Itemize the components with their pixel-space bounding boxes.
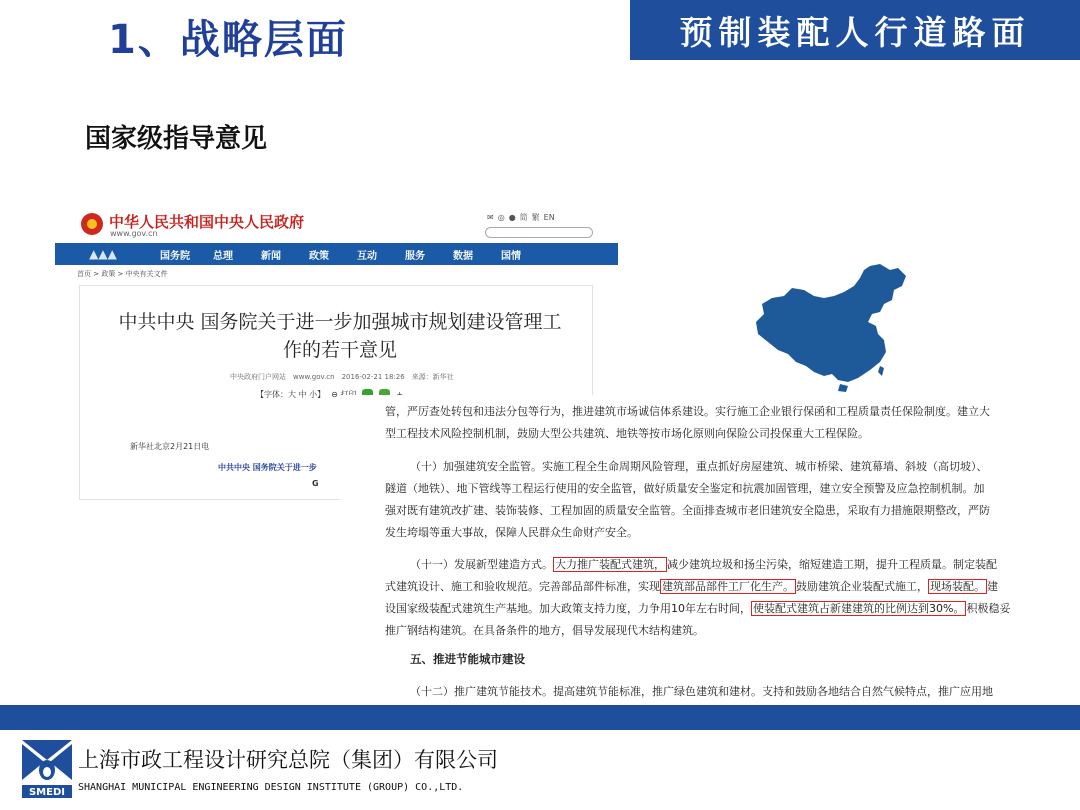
band-title: 预制装配人行道路面: [679, 12, 1031, 52]
china-map-icon: [752, 262, 912, 394]
gov-header: [55, 205, 618, 243]
highlight-box: 使装配式建筑占新建建筑的比例达到30%。: [753, 602, 965, 615]
slide-title: 1、战略层面: [108, 17, 348, 63]
company-name-en: SHANGHAI MUNICIPAL ENGINEERING DESIGN INSTITUTE (GROUP) CO.,LTD.: [78, 782, 464, 793]
tool-english[interactable]: EN: [543, 213, 555, 222]
excerpt-text: （十一）发展新型建造方式。: [410, 558, 553, 571]
national-emblem-icon: [81, 213, 103, 235]
excerpt-line: 隧道（地铁）、地下管线等工程运行使用的安全监管，做好质量安全鉴定和抗震加固管理，建立安全预警及应急控制机制。加: [385, 482, 985, 495]
excerpt-line: （十二）推广建筑节能技术。提高建筑节能标准，推广绿色建筑和建材。支持和鼓励各地结合自然气候特点，推广应用地: [410, 685, 993, 698]
smedi-logo-icon: [22, 740, 72, 798]
excerpt-line: 推广钢结构建筑。在具备条件的地方，倡导发展现代木结构建筑。: [385, 624, 704, 637]
document-title-line2: 作的若干意见: [282, 339, 397, 361]
excerpt-text: 积极稳妥: [966, 602, 1011, 615]
section-heading: 五、推进节能城市建设: [410, 652, 525, 666]
excerpt-line: [410, 556, 997, 572]
excerpt-text: 式建筑设计、施工和验收规范。完善部品部件标准，实现: [385, 580, 660, 593]
gov-toolbar: [487, 212, 555, 223]
print-button[interactable]: ⊖: [331, 389, 356, 400]
excerpt-line: [385, 578, 998, 594]
tool-traditional[interactable]: 繁: [531, 213, 540, 222]
gov-search-input[interactable]: [485, 227, 593, 238]
weibo-icon[interactable]: ◎: [497, 213, 505, 222]
document-title: [110, 308, 570, 364]
gov-site-url: www.gov.cn: [110, 229, 158, 238]
excerpt-text: 鼓励建筑企业装配式施工，: [796, 580, 928, 593]
nav-item-state-council[interactable]: 国务院: [160, 250, 190, 262]
breadcrumb[interactable]: 首页 > 政策 > 中央有关文件: [77, 270, 168, 278]
excerpt-text: 建: [987, 580, 998, 593]
highlight-box: 大力推广装配式建筑，: [555, 558, 665, 571]
excerpt-line: [385, 600, 1010, 616]
document-title-line1: 中共中央 国务院关于进一步加强城市规划建设管理工: [118, 311, 562, 333]
gov-nav-bar: [55, 243, 618, 265]
nav-item-data[interactable]: 数据: [453, 250, 473, 262]
policy-excerpt: [340, 395, 1040, 698]
logo-text: SMEDI: [28, 787, 66, 798]
document-reference: 中共中央 国务院关于进一步: [218, 463, 317, 472]
mail-icon[interactable]: ✉: [487, 213, 494, 222]
title-band: [630, 0, 1080, 60]
document-meta: 中央政府门户网站 www.gov.cn 2016-02-21 18:26 来源：新华社: [230, 373, 454, 381]
subheading: 国家级指导意见: [85, 124, 268, 154]
nav-item-premier[interactable]: 总理: [213, 250, 233, 262]
nav-item-news[interactable]: 新闻: [261, 250, 281, 262]
wechat-icon[interactable]: ●: [508, 213, 516, 222]
excerpt-line: 型工程技术风险控制机制，鼓励大型公共建筑、地铁等按市场化原则向保险公司投保重大工程保险。: [385, 427, 869, 440]
highlight-box: 现场装配。: [930, 580, 985, 593]
excerpt-line: 强对既有建筑改扩建、装饰装修、工程加固的质量安全监管。全面排查城市老旧建筑安全隐患，采取有力措施限期整改，严防: [385, 504, 990, 517]
highlight-box: 建筑部品部件工厂化生产。: [662, 580, 794, 593]
tool-simplified[interactable]: 简: [519, 213, 528, 222]
gov-site-name: 中华人民共和国中央人民政府: [109, 213, 305, 231]
company-name-cn: 上海市政工程设计研究总院（集团）有限公司: [78, 748, 498, 772]
excerpt-line: （十）加强建筑安全监管。实施工程全生命周期风险管理，重点抓好房屋建筑、城市桥梁、建筑幕墙、斜坡（高切坡）、: [410, 460, 988, 473]
excerpt-line: 管，严厉查处转包和违法分包等行为，推进建筑市场诚信体系建设。实行施工企业银行保函和工程质量责任保险制度。建立大: [385, 405, 990, 418]
footer-bar: [0, 705, 1080, 730]
gov-building-icon: ▲▲▲: [89, 247, 117, 261]
nav-item-national[interactable]: 国情: [501, 250, 521, 262]
excerpt-text: 减少建筑垃圾和扬尘污染，缩短建造工期，提升工程质量。制定装配: [667, 558, 997, 571]
excerpt-text: 设国家级装配式建筑生产基地。加大政策支持力度，力争用10年左右时间，: [385, 602, 751, 615]
document-fragment: G: [312, 479, 319, 488]
font-size-control[interactable]: 【字体：大 中 小】: [256, 390, 326, 399]
document-dateline: 新华社北京2月21日电: [130, 442, 210, 451]
nav-item-policy[interactable]: 政策: [309, 250, 329, 262]
nav-item-service[interactable]: 服务: [405, 250, 425, 262]
nav-item-interact[interactable]: 互动: [357, 250, 377, 262]
excerpt-line: 发生垮塌等重大事故，保障人民群众生命财产安全。: [385, 526, 638, 539]
